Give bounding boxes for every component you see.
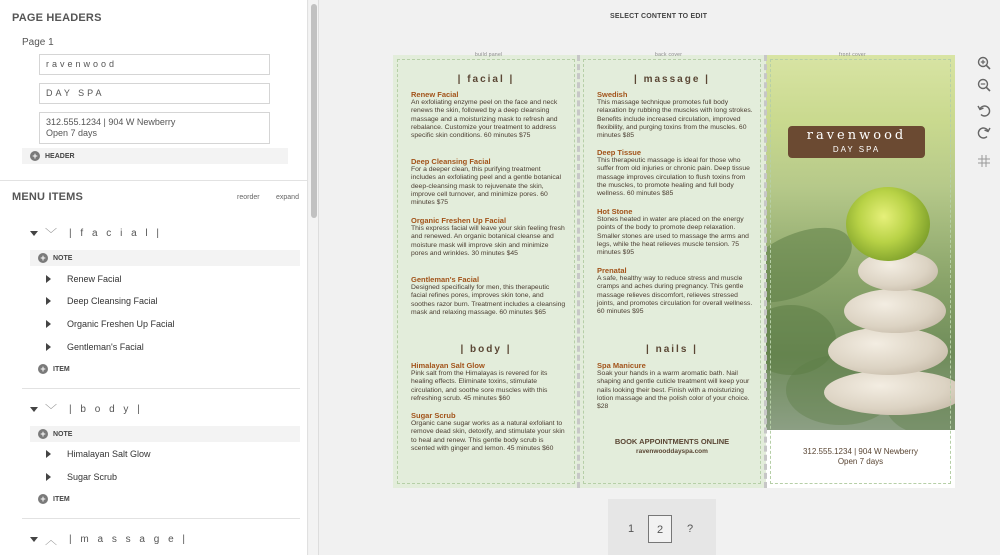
entry-name: Renew Facial (411, 90, 459, 99)
menu-entry[interactable] (597, 266, 753, 316)
entry-description: This express facial will leave your skin feeling fresh and renewed. An organic botanical cleanse and moisture mask will improve skin and minimize pores and wrinkles. 30 minutes $45 (411, 225, 565, 257)
page-button-1[interactable]: 1 (627, 523, 635, 535)
menu-item-label: Gentleman's Facial (67, 342, 144, 352)
menu-item-label: Renew Facial (67, 274, 122, 284)
stone-shape (828, 327, 948, 375)
entry-description: This massage technique promotes full body relaxation by rubbing the muscles with long strokes. Benefits include increased circulation, improved flexibility, and purging toxins from the muscles. 60 minutes $85 (597, 99, 753, 140)
left-panel (0, 0, 308, 555)
chevron-down-icon[interactable]: ﹀ (45, 403, 58, 417)
entry-name: Deep Tissue (597, 148, 642, 157)
menu-group-label: | b o d y | (69, 404, 143, 415)
menu-entry[interactable] (597, 90, 753, 140)
brand-subtitle: DAY SPA (832, 145, 881, 154)
menu-entry[interactable] (411, 90, 567, 140)
add-item-button[interactable] (30, 491, 300, 507)
menu-item-label: Organic Freshen Up Facial (67, 319, 175, 329)
brochure-panel-front-cover[interactable] (766, 52, 955, 488)
select-content-title: SELECT CONTENT TO EDIT (610, 13, 708, 20)
panel-label: back cover (655, 52, 683, 58)
divider (22, 518, 300, 519)
add-item-label: ITEM (53, 365, 70, 373)
undo-icon[interactable] (975, 104, 993, 122)
chevron-down-icon[interactable]: ﹀ (45, 227, 58, 241)
add-header-button[interactable] (22, 148, 288, 164)
entry-name: Deep Cleansing Facial (411, 157, 491, 166)
editor-canvas (320, 0, 1000, 555)
menu-item[interactable] (46, 296, 158, 306)
zoom-in-icon[interactable] (975, 56, 993, 74)
menu-item-label: Deep Cleansing Facial (67, 296, 158, 306)
panel-label: build panel (475, 52, 503, 58)
menu-group-label: | m a s s a g e | (69, 534, 189, 545)
plus-icon: + (30, 151, 40, 161)
menu-items-title: MENU ITEMS (12, 191, 84, 203)
plus-icon: + (38, 253, 48, 263)
entry-description: A safe, healthy way to reduce stress and muscle cramps and aches during pregnancy. This gentle massage relieves discomfort, relieves stressed joints, and promotes circulation for overall wellness. 60 minutes $95 (597, 275, 753, 316)
brochure-panel-inside-left[interactable] (393, 52, 579, 488)
page-button-help[interactable]: ? (686, 523, 694, 535)
entry-name: Himalayan Salt Glow (411, 361, 485, 370)
page-button-2[interactable]: 2 (648, 515, 672, 543)
caret-right-icon[interactable] (46, 320, 51, 328)
cover-image[interactable] (766, 55, 955, 430)
plus-icon: + (38, 364, 48, 374)
menu-group-massage[interactable] (30, 531, 188, 548)
entry-name: Organic Freshen Up Facial (411, 216, 507, 225)
entry-description: For a deeper clean, this purifying treatment includes an exfoliating peel and a gentle botanical deep-cleansing mask to rejuvenate the skin, improve cell turnover, and minimize pores. 60 minutes $75 (411, 166, 562, 207)
add-item-label: ITEM (53, 495, 70, 503)
menu-group-label: | f a c i a l | (69, 228, 163, 239)
entry-description: Designed specifically for men, this therapeutic facial refines pores, improves skin tone, and soothes razor burn. Treatment includes a cleansing mask and relaxing massage. 60 minutes $65 (411, 284, 566, 316)
menu-group-body[interactable] (30, 401, 143, 418)
panel-label: front cover (839, 52, 866, 58)
menu-item[interactable] (46, 342, 144, 352)
add-note-button[interactable] (30, 250, 300, 266)
entry-description: Pink salt from the Himalayas is revered for its healing effects. Eliminate toxins, stimulate circulation, and soothe sore muscles with this refreshing scrub. 45 minutes $60 (411, 370, 548, 402)
caret-right-icon[interactable] (46, 450, 51, 458)
entry-description: An exfoliating enzyme peel on the face and neck renews the skin, followed by a deep cleansing massage and a moisturizing mask to refresh and rebalance. Customize your treatment to address specific skin conditions. 60 minutes $75 (411, 99, 558, 140)
entry-description: Soak your hands in a warm aromatic bath. Nail shaping and gentle cuticle treatment will keep your nails looking their best. Finish with a moisturizing lotion massage and the polish color of your choice. $28 (597, 370, 750, 411)
redo-icon[interactable] (975, 126, 993, 144)
caret-right-icon[interactable] (46, 275, 51, 283)
book-appointments-title[interactable]: BOOK APPOINTMENTS ONLINE (614, 437, 730, 446)
menu-item[interactable] (46, 274, 122, 284)
plus-icon: + (38, 429, 48, 439)
fold-line (577, 55, 580, 488)
caret-right-icon[interactable] (46, 343, 51, 351)
fold-line (764, 55, 767, 488)
menu-item-label: Sugar Scrub (67, 472, 118, 482)
add-note-button[interactable] (30, 426, 300, 442)
section-heading-nails[interactable]: | nails | (646, 344, 698, 355)
menu-entry[interactable] (411, 275, 567, 317)
caret-right-icon[interactable] (46, 473, 51, 481)
menu-entry[interactable] (411, 216, 567, 258)
cover-hours: Open 7 days (837, 457, 884, 466)
reorder-link[interactable]: reorder (237, 194, 260, 201)
brand-logo[interactable] (788, 126, 925, 158)
entry-name: Prenatal (597, 266, 627, 275)
zoom-out-icon[interactable] (975, 78, 993, 96)
brochure-panel-back-cover[interactable] (579, 52, 765, 488)
section-heading-massage[interactable]: | massage | (634, 74, 710, 85)
caret-down-icon[interactable] (30, 231, 38, 236)
entry-description: Stones heated in water are placed on the energy points of the body to promote deep relaxation. Smaller stones are used to massage the arms and legs, while the heat relieves muscle tension. 75 minutes $95 (597, 216, 749, 257)
header-field-name[interactable]: ravenwood (39, 54, 270, 75)
add-note-label: NOTE (53, 254, 73, 262)
plus-icon: + (38, 494, 48, 504)
cover-phone-address: 312.555.1234 | 904 W Newberry (802, 447, 919, 456)
entry-name: Sugar Scrub (411, 411, 456, 420)
brochure-page (393, 52, 955, 488)
chevron-up-icon[interactable]: ︿ (45, 533, 58, 547)
expand-link[interactable]: expand (276, 194, 299, 201)
brand-name: ravenwood (806, 128, 907, 143)
header-field-subtitle[interactable]: DAY SPA (39, 83, 270, 104)
add-note-label: NOTE (53, 430, 73, 438)
page-label: Page 1 (22, 37, 54, 48)
menu-entry[interactable] (411, 157, 567, 207)
menu-item[interactable] (46, 319, 175, 329)
menu-entry[interactable] (411, 411, 567, 453)
grid-icon[interactable] (975, 153, 993, 171)
add-header-label: HEADER (45, 152, 75, 160)
menu-entry[interactable] (411, 361, 567, 403)
header-field-contact[interactable]: 312.555.1234 | 904 W Newberry Open 7 days (39, 112, 270, 144)
divider (22, 388, 300, 389)
menu-item[interactable] (46, 472, 117, 482)
page-pager (608, 499, 716, 555)
divider (0, 180, 308, 181)
menu-item-label: Himalayan Salt Glow (67, 449, 151, 459)
flower-shape (846, 187, 930, 261)
add-item-button[interactable] (30, 361, 300, 377)
menu-entry[interactable] (597, 207, 753, 257)
entry-name: Swedish (597, 90, 628, 99)
entry-description: Organic cane sugar works as a natural exfoliant to remove dead skin, detoxify, and stimulate your skin to heal and renew. This gentle body scrub is scented with ginger and lemon. 45 minutes $60 (411, 420, 565, 452)
book-appointments-url[interactable]: ravenwooddayspa.com (636, 448, 708, 455)
caret-right-icon[interactable] (46, 297, 51, 305)
caret-down-icon[interactable] (30, 537, 38, 542)
scrollbar-thumb[interactable] (311, 4, 317, 218)
entry-name: Spa Manicure (597, 361, 646, 370)
stone-shape (824, 370, 955, 415)
menu-item[interactable] (46, 449, 151, 459)
cover-contact[interactable] (766, 447, 955, 467)
stone-shape (844, 289, 946, 333)
menu-entry[interactable] (597, 148, 753, 198)
menu-entry[interactable] (597, 361, 753, 411)
section-heading-facial[interactable]: | facial | (457, 74, 515, 85)
entry-name: Hot Stone (597, 207, 633, 216)
caret-down-icon[interactable] (30, 407, 38, 412)
page-headers-title: PAGE HEADERS (12, 12, 102, 24)
menu-group-facial[interactable] (30, 225, 162, 242)
left-scrollbar[interactable] (309, 0, 319, 555)
entry-name: Gentleman's Facial (411, 275, 480, 284)
section-heading-body[interactable]: | body | (460, 344, 512, 355)
entry-description: This therapeutic massage is ideal for those who suffer from old injuries or chronic pain. Deep tissue massage improves circulation to flush toxins from the muscles, to promote healing and full body wellness. 60 minutes $85 (597, 157, 750, 198)
